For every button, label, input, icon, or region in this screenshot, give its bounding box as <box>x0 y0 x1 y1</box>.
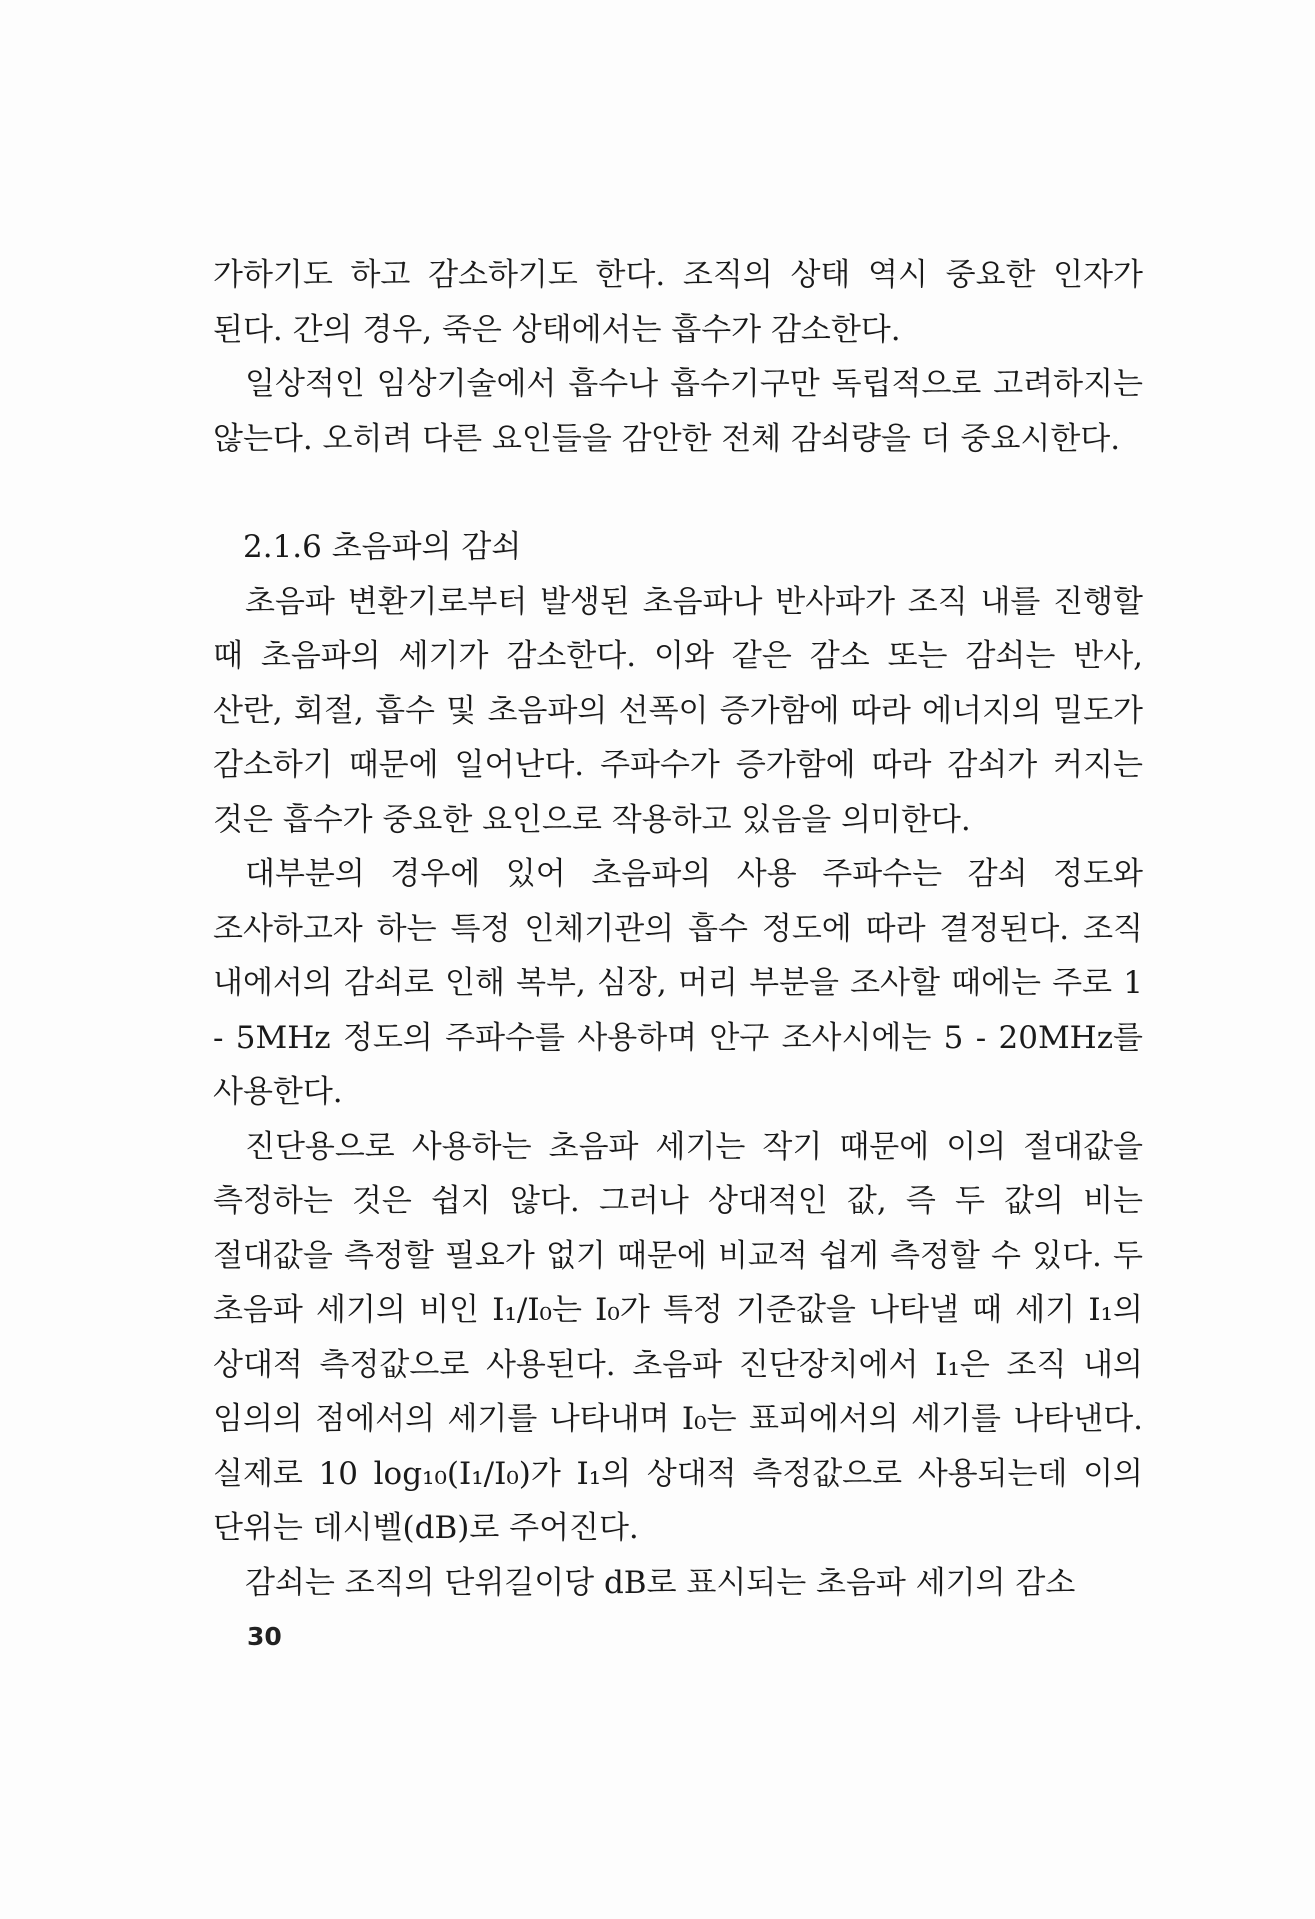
paragraph-clinical-technique: 일상적인 임상기술에서 흡수나 흡수기구만 독립적으로 고려하지는 않는다. 오히려 다른 요인들을 감안한 전체 감쇠량을 더 중요시한다. <box>213 366 1143 457</box>
paragraph-continued: 가하기도 하고 감소하기도 한다. 조직의 상태 역시 중요한 인자가 된다. 간의 경우, 죽은 상태에서는 흡수가 감소한다. <box>213 257 1143 348</box>
paragraph-attenuation-intro: 초음파 변환기로부터 발생된 초음파나 반사파가 조직 내를 진행할 때 초음파의 세기가 감소한다. 이와 같은 감소 또는 감쇠는 반사, 산란, 회절, 흡수 및 초음파의 선폭이 증가함에 따라 에너지의 밀도가 감소하기 때문에 일어난다. 주파수가 증가함에 따라 감쇠가 커지는 것은 흡수가 중요한 요인으로 작용하고 있음을 의미한다. <box>213 583 1143 838</box>
page-number: 30 <box>247 1622 282 1651</box>
paragraph-attenuation-db: 감쇠는 조직의 단위길이당 dB로 표시되는 초음파 세기의 감소 <box>245 1564 1076 1601</box>
section-heading: 2.1.6 초음파의 감쇠 <box>243 529 522 565</box>
page-body <box>213 248 1143 1610</box>
paragraph-frequency-choice: 대부분의 경우에 있어 초음파의 사용 주파수는 감쇠 정도와 조사하고자 하는 특정 인체기관의 흡수 정도에 따라 결정된다. 조직 내에서의 감쇠로 인해 복부, 심장, 머리 부분을 조사할 때에는 주로 1 - 5MHz 정도의 주파수를 사용하며 안구 조사시에는 5 - 20MHz를 사용한다. <box>213 856 1143 1110</box>
paragraph-relative-intensity: 진단용으로 사용하는 초음파 세기는 작기 때문에 이의 절대값을 측정하는 것은 쉽지 않다. 그러나 상대적인 값, 즉 두 값의 비는 절대값을 측정할 필요가 없기 때문에 비교적 쉽게 측정할 수 있다. 두 초음파 세기의 비인 I₁/I₀는 I₀가 특정 기준값을 나타낼 때 세기 I₁의 상대적 측정값으로 사용된다. 초음파 진단장치에서 I₁은 조직 내의 임의의 점에서의 세기를 나타내며 I₀는 표피에서의 세기를 나타낸다. 실제로 10 log₁₀(I₁/I₀)가 I₁의 상대적 측정값으로 사용되는데 이의 단위는 데시벨(dB)로 주어진다. <box>213 1128 1143 1546</box>
